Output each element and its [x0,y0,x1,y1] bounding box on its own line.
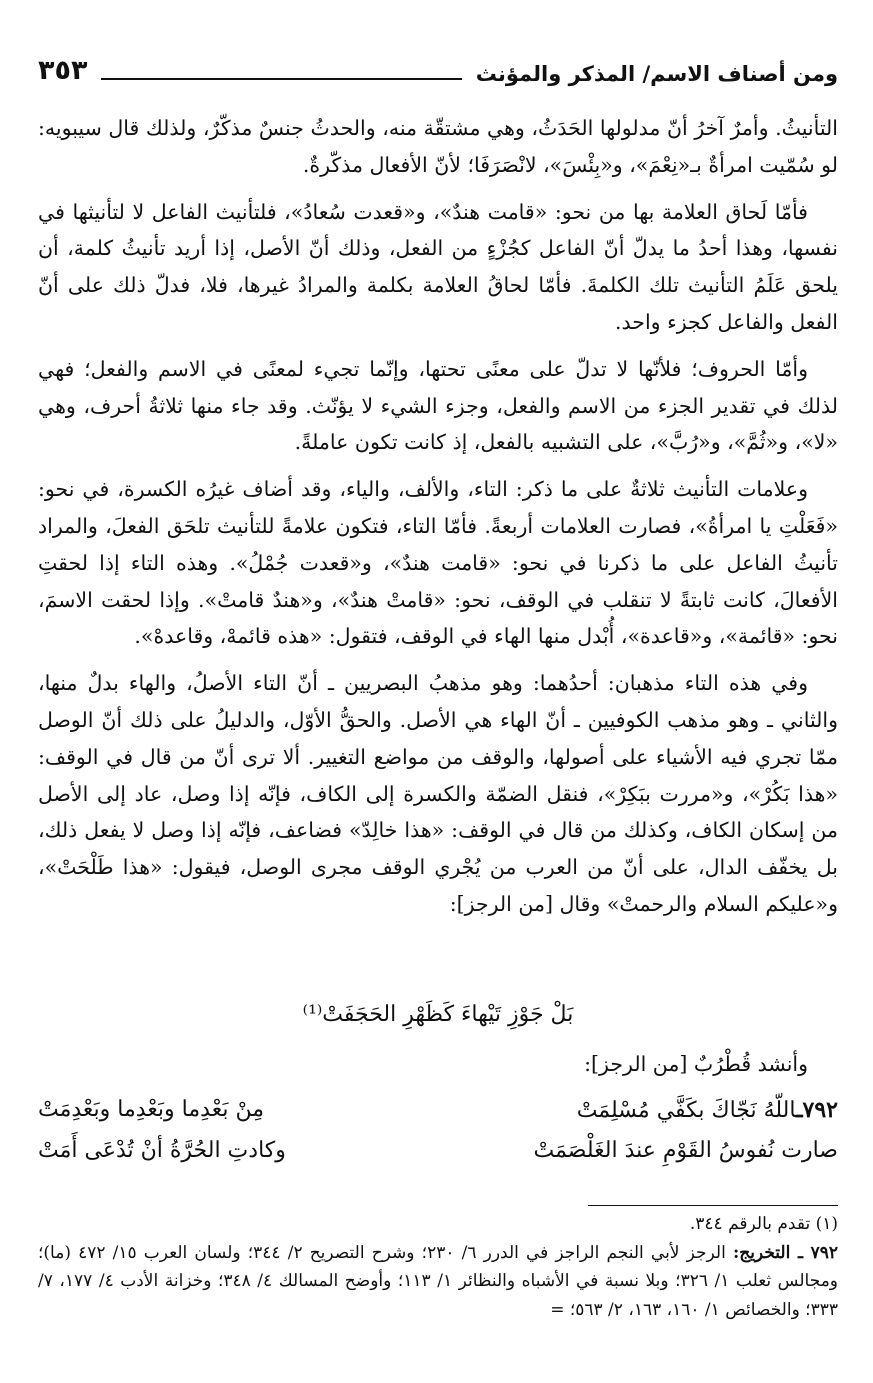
running-head: ومن أصناف الاسم/ المذكر والمؤنث [475,62,838,86]
poem-number: ٧٩٢ـ [796,1097,838,1123]
poem-second-hemistich: وكادتِ الحُرَّةُ أنْ تُدْعَى أَمَتْ [38,1138,286,1163]
body-text [38,110,838,933]
verse-hemistich: بَلْ جَوْزِ تَيْهاءَ كَظَهْرِ الحَجَفَتْ⁽¹⁾ [302,1002,574,1027]
poem-first-hemistich [438,1090,838,1131]
page-number: ٣٥٣ [38,55,88,86]
poem-text: اللّهُ نَجّاكَ بكَفَّي مُسْلِمَتْ [576,1098,797,1123]
footnote-1: (١) تقدم بالرقم ٣٤٤. [689,1214,838,1234]
paragraph: التأنيثُ. وأمرٌ آخرُ أنّ مدلولها الحَدَثُ، وهي مشتقّة منه، والحدثُ جنسٌ مذكّرٌ، ولذلك قال سيبويه: لو سُمّيت امرأةٌ بـ«نِعْمَ»، و«بِئْسَ»، لانْصَرَفَا؛ لأنّ الأفعال مذكّرةٌ. [38,116,838,177]
footnotes [38,1210,838,1324]
takhrij-label: ٧٩٢ ـ التخريج: [732,1242,839,1263]
poem-first-hemistich: صارت نُفوسُ القَوْمِ عندَ الغَلْصَمَتْ [533,1138,838,1163]
footnote-takhrij [38,1239,838,1325]
poem-line [38,1090,838,1131]
page-header [38,52,838,86]
paragraph: وعلامات التأنيث ثلاثةٌ على ما ذكر: التاء، والألف، والياء، وقد أضاف غيرُه الكسرة، في نحو: «فَعَلْتِ يا امرأةُ»، فصارت العلامات أربعةً. فأمّا التاء، فتكون علامةً للتأنيث تلحَق الفعلَ، والمراد تأنيثُ الفاعل على ما ذكرنا في نحو: «قامت هندٌ»، و«قعدت جُمْلُ». وهذه التاء إذا لحقتِ الأفعالَ، كانت ثابتةً لا تنقلب في الوقف، نحو: «قامتْ هندٌ»، و«هندٌ قامتْ». وإذا لحقت الاسمَ، نحو: «قائمة»، و«قاعدة»، أُبْدل منها الهاء في الوقف، فتقول: «هذه قائمهْ، وقاعدهْ». [38,477,838,649]
book-page [38,0,838,1383]
takhrij-text: الرجز لأبي النجم الراجز في الدرر ٦/ ٢٣٠؛ وشرح التصريح ٢/ ٣٤٤؛ ولسان العرب ١٥/ ٤٧٢ (ما)؛ ومجالس ثعلب ١/ ٣٢٦؛ وبلا نسبة في الأشباه والنظائر ١/ ١١٣؛ وأوضح المسالك ٤/ ٣٤٨؛ وخزانة الأدب ٤/ ١٧٧، ٧/ ٣٣٣؛ والخصائص ١/ ١٦٠، ١٦٣، ٢/ ٥٦٣؛ = [38,1242,839,1320]
poem-line [38,1131,838,1171]
paragraph: فأمّا لَحاق العلامة بها من نحو: «قامت هندٌ»، و«قعدت سُعادُ»، فلتأنيث الفاعل لا لتأنيثها في نفسها، وهذا أحدُ ما يدلّ أنّ الفاعل كجُزْءٍ من الفعل، وذلك أنّ الأصل، إذا أريد تأنيثُ كلمة، أن يلحق عَلَمُ التأنيث تلك الكلمةَ. فأمّا لحاقُ العلامة بكلمة والمرادُ غيرها، فلا، فدلّ ذلك على أنّ الفعل والفاعل كجزء واحد. [38,199,838,334]
paragraph: وفي هذه التاء مذهبان: أحدُهما: وهو مذهبُ البصريين ـ أنّ التاء الأصلُ، والهاء بدلٌ منها، والثاني ـ وهو مذهب الكوفيين ـ أنّ الهاء هي الأصل. والحقُّ الأوّل، والدليلُ على ذلك أنّ الوصل ممّا تجري فيه الأشياء على أصولها، والوقف من مواضع التغيير. ألا ترى أنّ من قال في الوقف: «هذا بَكُرْ»، و«مررت ببَكِرْ»، فنقل الضمّة والكسرة إلى الكاف، فإنّه إذا وصل، عاد إلى الأصل من إسكان الكاف، وكذلك من قال في الوقف: «هذا خالِدّ» فضاعف، فإنّه إذا وصل لا يفعل ذلك، بل يخفّف الدال، على أنّ من العرب من يُجْري الوقف مجرى الوصل، فيقول: «هذا طَلْحَتْ»، و«عليكم السلام والرحمتْ» وقال [من الرجز]: [38,671,838,916]
poem-second-hemistich: مِنْ بَعْدِما وبَعْدِما وبَعْدِمَتْ [38,1097,264,1122]
verse-intro: وأنشد قُطْرُبٌ [من الرجز]: [584,1052,808,1076]
header-rule [101,78,461,80]
poem-792 [38,1090,838,1171]
footnote-rule [588,1205,838,1206]
paragraph: وأمّا الحروف؛ فلأنّها لا تدلّ على معنًى تحتها، وإنّما تجيء لمعنًى في الاسم والفعل؛ فهي لذلك في تقدير الجزء من الاسم والفعل، وجزء الشيء لا يؤنّث. وقد جاء منها ثلاثةُ أحرف، وهي «لا»، و«ثُمَّ»، و«رُبَّ»، على التشبيه بالفعل، إذ كانت تكون عاملةً. [38,356,838,455]
